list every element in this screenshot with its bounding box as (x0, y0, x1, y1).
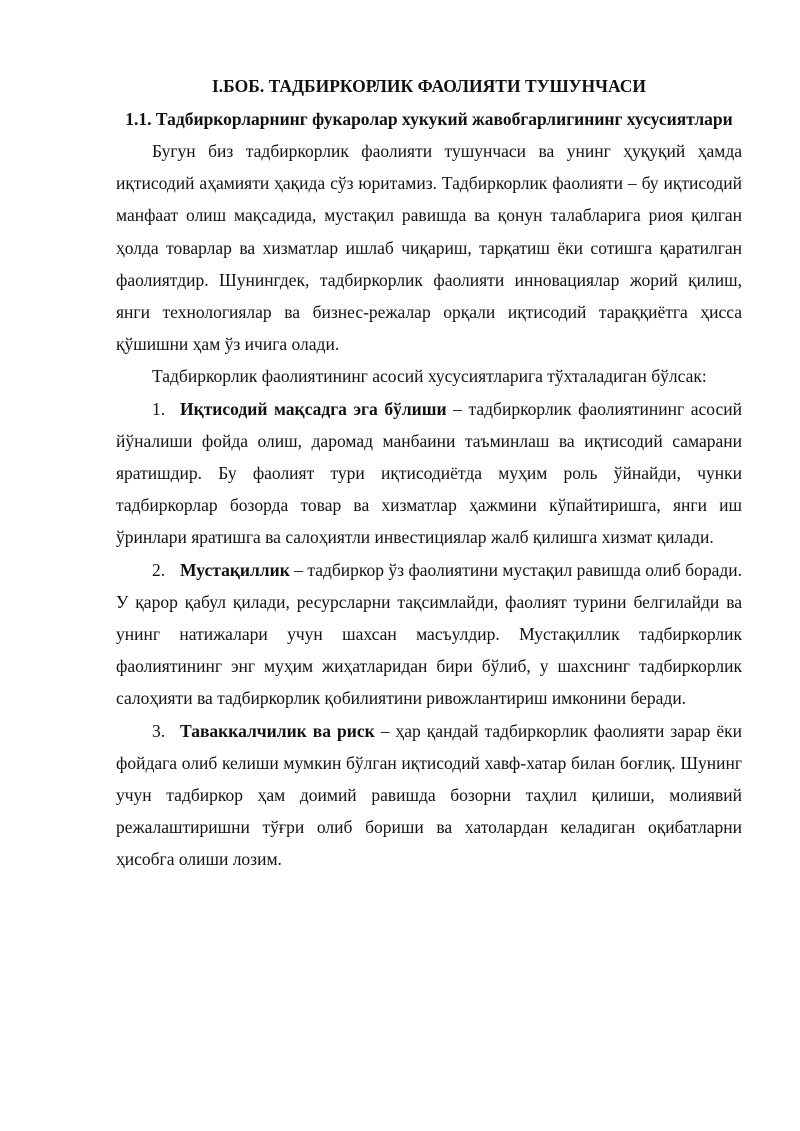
feature-number: 1. (152, 398, 166, 419)
feature-item (116, 393, 742, 554)
intro-paragraph: Бугун биз тадбиркорлик фаолияти тушунчаси ва унинг ҳуқуқий ҳамда иқтисодий аҳамияти ҳақида сўз юритамиз. Тадбиркорлик фаолияти – бу иқтисодий манфаат олиш мақсадида, мустақил равишда ва қонун талабларига риоя қилган ҳолда товарлар ва хизматлар ишлаб чиқариш, тарқатиш ёки сотишга қаратилган фаолиятдир. Шунингдек, тадбиркорлик фаолияти инновациялар жорий қилиш, янги технологиялар ва бизнес-режалар орқали иқтисодий тараққиётга ҳисса қўшишни ҳам ўз ичига олади. (116, 141, 742, 355)
features-lead-paragraph: Тадбиркорлик фаолиятининг асосий хусусиятларига тўхталадиган бўлсак: (152, 366, 707, 387)
chapter-title: I.БОБ. ТАДБИРКОРЛИК ФАОЛИЯТИ ТУШУНЧАСИ (212, 76, 646, 96)
feature-item (116, 554, 742, 715)
feature-text: – тадбиркор ўз фаолиятини мустақил равишда олиб боради. У қарор қабул қилади, ресурсларни тақсимлайди, фаолият турини белгилайди ва унинг натижалари учун шахсан масъулдир. Мустақиллик тадбиркорлик фаолиятининг энг муҳим жиҳатларидан бири бўлиб, у шахснинг тадбиркорлик салоҳияти ва тадбиркорлик қобилиятини ривожлантириш имконини беради. (116, 559, 742, 709)
feature-number: 3. (152, 720, 166, 741)
feature-number: 2. (152, 559, 166, 580)
feature-term: Мустақиллик (180, 559, 290, 580)
feature-term: Иқтисодий мақсадга эга бўлиши (180, 398, 447, 419)
section-title: 1.1. Тадбиркорларнинг фукаролар хукукий жавобгарлигининг хусусиятлари (125, 109, 733, 129)
feature-item (116, 715, 742, 876)
document-page (116, 68, 742, 876)
feature-term: Таваккалчилик ва риск (180, 720, 375, 741)
feature-text: – ҳар қандай тадбиркорлик фаолияти зарар ёки фойдага олиб келиши мумкин бўлган иқтисодий хавф-хатар билан боғлиқ. Шунинг учун тадбиркор ҳам доимий равишда бозорни таҳлил қилиши, молиявий режалаштиришни тўғри олиб бориши ва хатолардан келадиган оқибатларни ҳисобга олиши лозим. (116, 720, 742, 870)
feature-text: – тадбиркорлик фаолиятининг асосий йўналиши фойда олиш, даромад манбаини таъминлаш ва иқтисодий самарани яратишдир. Бу фаолият тури иқтисодиётда муҳим роль ўйнайди, чунки тадбиркорлар бозорда товар ва хизматлар ҳажмини кўпайтиришга, янги иш ўринлари яратишга ва салоҳиятли инвестициялар жалб қилишга хизмат қилади. (116, 398, 742, 548)
